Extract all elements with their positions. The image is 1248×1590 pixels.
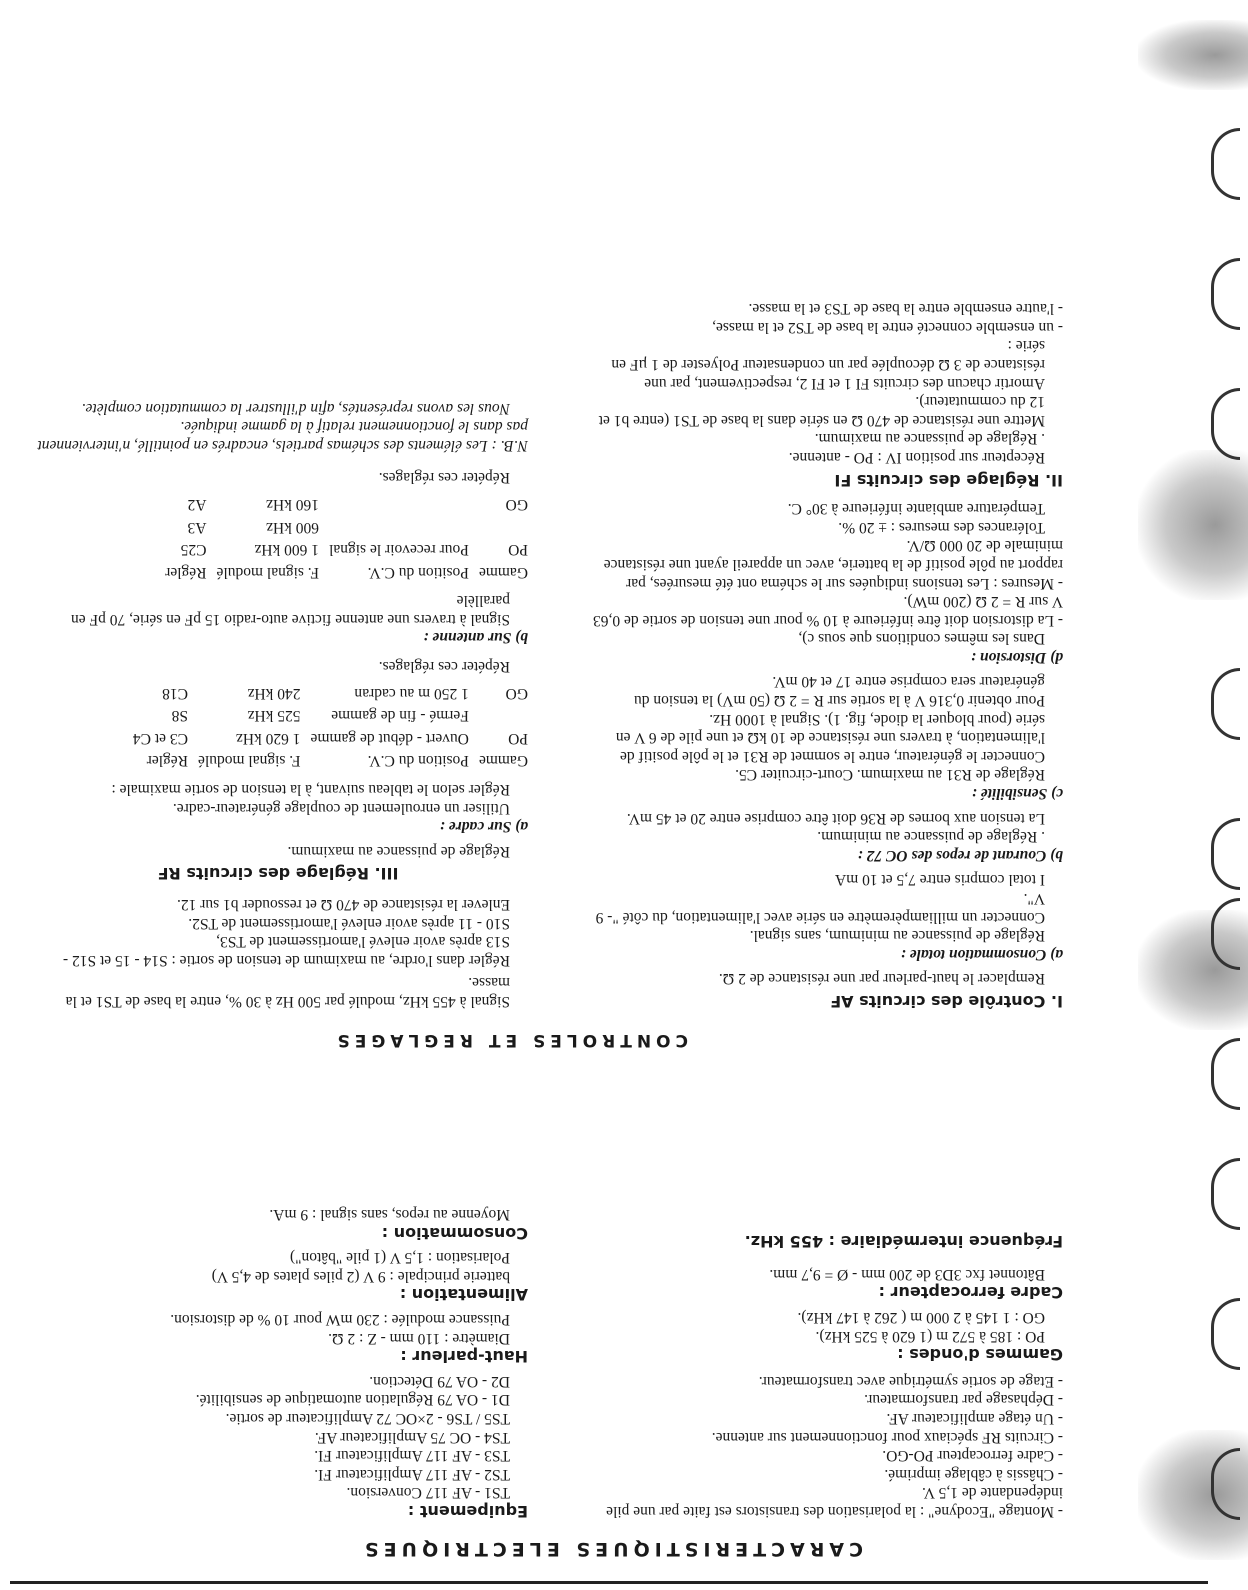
table-cell: C3 et C4 [132,729,188,747]
characteristics-right [38,1205,528,1521]
binder-hole [1211,1298,1240,1370]
table-cell: A3 [187,518,207,536]
gammes-heading: Gammes d'ondes : [897,1345,1063,1365]
feature-item: - Un étage amplificateur AF. [886,1410,1063,1428]
table-cell: PO [508,541,528,559]
page-title: CARACTERISTIQUES ELECTRIQUES [359,1538,863,1560]
feature-item: - Etage de sortie symétrique avec transformateur. [758,1372,1063,1390]
s3-heading: III. Réglage des circuits RF [157,864,399,884]
table-header: F. signal modulé [216,563,320,581]
d-text: - La distorsion doit être inférieure à 10 % pour une tension de sortie de 0,63 V sur R = 2 Ω (200 mW). [592,593,1063,629]
table-cell: PO [508,729,528,747]
table-row [155,538,528,561]
s2-text: . Réglage de puissance au maximum. [814,430,1045,448]
fi-signal: Signal à 455 kHz, modulé par 500 Hz à 30 %, entre la base de TS1 et la masse. [65,974,510,1010]
equipement-item: TS5 / TS6 - 2×OC 72 Amplificateur de sortie. [225,1410,510,1428]
nb-note-2: Nous les avons représentés, afin d'illustrer la commutation complète. [81,399,510,417]
table-header-row [123,749,528,772]
table-header: Régler [165,563,207,581]
table-cell: 1 600 kHz [254,541,320,559]
table-cell [319,492,469,515]
table-cell [319,515,469,538]
table-header-row [155,560,528,583]
table-cell: 1 250 m au cadran [354,684,469,702]
controls-right [28,398,528,1010]
s2-text: Récepteur sur position IV : PO - antenne. [788,448,1045,466]
d-text: Tolérances des mesures : ± 20 %. [838,518,1045,536]
equipement-item: TS4 - OC 75 Amplificateur AF. [314,1428,510,1446]
table-row [155,515,528,538]
table-cell: GO [505,684,528,702]
hp-heading: Haut-parleur : [400,1347,528,1367]
repeat-note: Répéter ces réglages. [378,658,510,676]
alim-line: batterie principale : 9 V (2 piles plates de 4,5 V) [211,1267,510,1285]
table-header: Position du C.V. [367,563,469,581]
ra-heading: a) Sur cadre : [439,818,528,836]
nb-note: N.B. : Les éléments des schémas partiels, encadrés en pointillé, n'interviennent pas dans le fonctionnement relatif à la gamme indiquée. [37,418,528,454]
s1-heading: I. Contrôle des circuits AF [830,992,1063,1011]
alim-heading: Alimentation : [399,1285,528,1305]
hp-line: Puissance modulée : 230 mW pour 10 % de distorsion. [170,1311,510,1329]
table-cell: S8 [171,707,188,725]
s2-text: - l'autre ensemble entre la base de TS3 et la masse. [748,300,1063,318]
table-cell [469,515,528,538]
gamme-line: GO : 1 145 à 2 000 m ( 262 à 147 kHz). [797,1309,1045,1327]
table-cell: Ouvert - début de gamme [310,729,469,747]
binder-margin [1113,0,1248,1590]
ra-text: Régler selon le tableau suivant, à la tension de sortie maximale : [111,781,510,799]
table-rf-antenne [155,492,528,582]
table-row [155,492,528,515]
top-rule [10,1581,1208,1584]
equipement-item: TS3 - AF 117 Amplificateur FI. [314,1447,510,1465]
table-header: Régler [146,752,188,770]
a-text: Connecter un milliampèremètre en série avec l'alimentation, du côté "- 9 V". [595,890,1045,926]
conso-heading: Consommation : [381,1223,528,1243]
fi-step: Enlever la résistance de 470 Ω et ressouder b1 sur 12. [176,896,510,914]
table-cell: C25 [180,541,207,559]
table-cell: GO [505,495,528,513]
controls-left [583,299,1063,1010]
table-cell: 525 kHz [247,707,301,725]
table-cell: 160 kHz [266,495,320,513]
table-cell: 240 kHz [247,684,301,702]
table-cell: Pour recevoir le signal [329,541,469,559]
feature-item: - Châssis à câblage imprimé. [884,1465,1063,1483]
cadre-heading: Cadre ferrocapteur : [878,1283,1063,1303]
binder-hole [1211,1158,1240,1230]
a-text: Réglage de puissance au minimum, sans signal. [749,927,1045,945]
rb-heading: b) Sur antenne : [423,629,528,647]
s1-intro: Remplacer le haut-parleur par une résistance de 2 Ω. [718,970,1045,988]
ra-text: Utiliser un enroulement de couplage générateur-cadre. [172,799,510,817]
repeat-note: Répéter ces réglages. [378,469,510,487]
c-text: Pour obtenir 0,316 V à la sortie sur R = 2 Ω (50 mV) la tension du générateur sera comprise entre 17 et 40 mV. [633,673,1045,710]
a-text: I total compris entre 7,5 et 10 mA [834,871,1045,889]
fi-step: Régler dans l'ordre, au maximum de tension de sortie : S14 - 15 et S12 - [62,951,510,969]
conso-line: Moyenne au repos, sans signal : 9 mA. [269,1206,510,1224]
shadow-blot [1138,450,1248,600]
table-cell: C18 [162,684,188,702]
fi-step: S13 après avoir enlevé l'amortissement de TS3, [216,933,510,951]
table-cell: 1 620 kHz [235,729,301,747]
d-text: Dans les mêmes conditions que sous c), [798,630,1045,648]
b-text: La tension aux bornes de R36 doit être comprise entre 20 et 45 mV. [626,809,1045,827]
c-text: Connecter le générateur, entre le sommet de R31 et le pôle positif de l'alimentation, à travers une résistance de 10 kΩ et une pile de 6 V en série (pour bloquer la diode, fig. 1). Signal à 1000 Hz. [615,710,1045,765]
binder-hole [1211,258,1240,330]
equipement-heading: Equipement : [407,1502,528,1521]
d-text: Température ambiante inférieure à 30° C. [787,500,1045,518]
s2-text: Mettre une résistance de 470 Ω en série dans la base de TS1 (entre b1 et 12 du commutateur). [598,393,1045,429]
gamme-line: PO : 185 à 572 m (1 620 à 525 kHz). [815,1327,1045,1345]
s2-text: - un ensemble connecté entre la base de TS2 et la masse, [712,318,1063,336]
feature-item: - Déphasage par transformateur. [864,1391,1063,1409]
binder-hole [1211,818,1240,890]
cadre-text: Bâtonnet fxc 3D3 de 200 mm - Ø = 9,7 mm. [769,1265,1045,1283]
fi-label: Fréquence intermédiaire : 455 kHz. [744,1232,1063,1252]
fi-step: S10 - 11 après avoir enlevé l'amortissement de TS2. [188,914,510,932]
section-title: CONTROLES ET REGLAGES [332,1030,688,1050]
feature-item: - Circuits RF spéciaux pour fonctionnement sur antenne. [711,1428,1063,1446]
s3-intro: Réglage de puissance au maximum. [287,842,510,860]
table-row [123,704,528,727]
binder-hole [1211,668,1240,740]
table-cell: A2 [187,495,207,513]
feature-item: - Cadre ferrocapteur PO-GO. [882,1447,1063,1465]
table-cell: Fermé - fin de gamme [331,707,469,725]
d-heading: d) Distorsion : [970,648,1063,666]
table-header: F. signal modulé [198,752,301,770]
table-cell: 600 kHz [266,518,320,536]
table-header: Position du C.V. [367,752,469,770]
s2-text: Amortir chacun des circuits FI 1 et FI 2, respectivement, par une résistance de 3 Ω découplée par un condensateur Polyester de 1 µF en série : [611,337,1045,392]
b-text: . Réglage de puissance au minimum. [817,828,1045,846]
table-row [123,726,528,749]
binder-hole [1211,1038,1240,1110]
intro-text: - Montage "Ecodyne" : la polarisation des transistors est faite par une pile indépendante de 1,5 V. [606,1484,1063,1520]
hp-line: Diamètre : 110 mm - Z : 2 Ω. [328,1329,510,1347]
d-text: - Mesures : Les tensions indiquées sur le schéma ont été mesurées, par rapport au pôle positif de la batterie, avec un appareil ayant une résistance minimale de 20 000 Ω/V. [603,537,1063,592]
rb-text: Signal à travers une antenne fictive auto-radio 15 pF en série, 70 pF en parallèle [70,592,510,628]
equipement-item: D2 - OA 79 Détection. [369,1372,510,1390]
s2-heading: II. Réglage des circuits FI [834,470,1063,490]
c-heading: c) Sensibilité : [971,785,1063,803]
table-header: Gamme [478,563,528,581]
table-header: Gamme [478,752,528,770]
shadow-blot [1138,20,1248,90]
b-heading: b) Courant de repos des OC 72 : [857,846,1063,864]
alim-line: Polarisation : 1,5 V (1 pile "bâton") [289,1249,510,1267]
characteristics-left [583,1232,1063,1520]
equipement-item: TS1 - AF 117 Conversion. [346,1484,510,1502]
equipement-item: TS2 - AF 117 Amplificateur FI. [314,1465,510,1483]
c-text: Réglage de R31 au maximum. Court-circuiter C5. [735,766,1045,784]
equipement-item: D1 - OA 79 Régulation automatique de sensibilité. [195,1391,510,1409]
table-cell [469,704,528,727]
binder-hole [1211,128,1240,200]
table-rf-cadre [123,681,528,771]
a-heading: a) Consommation totale : [900,945,1063,963]
table-row [123,681,528,704]
